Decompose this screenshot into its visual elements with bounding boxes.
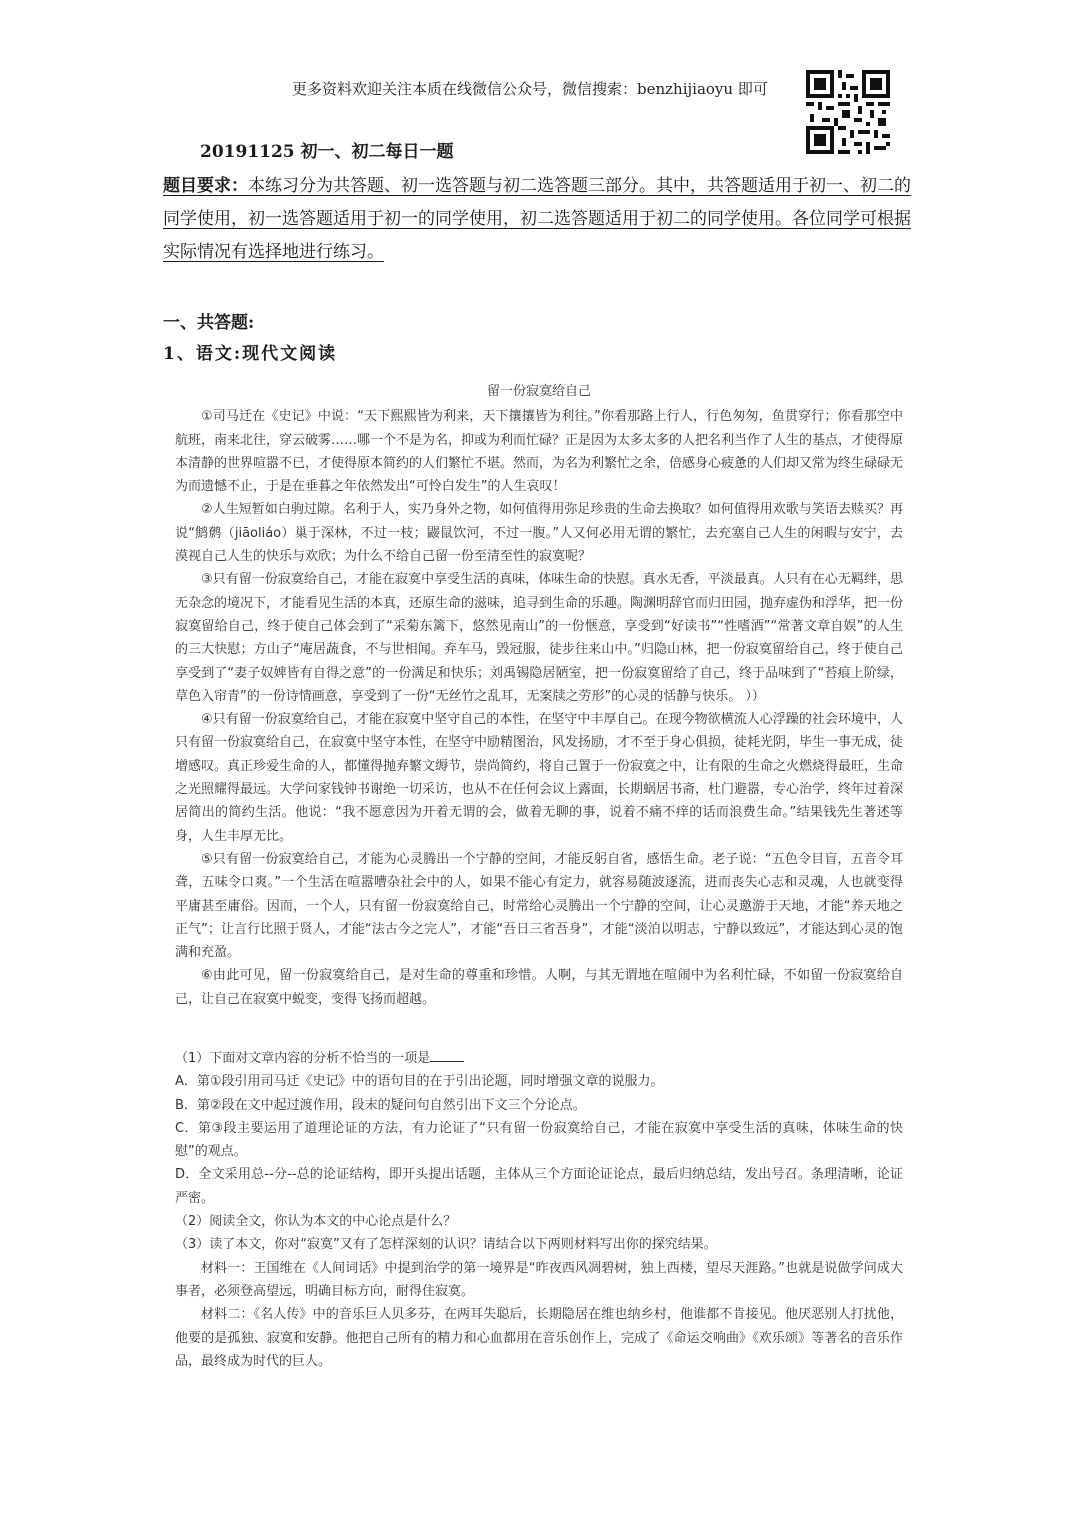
option-c: C．第③段主要运用了道理论证的方法，有力论证了“只有留一份寂寞给自己，才能在寂寞中享受生活的真味，体味生命的快慰”的观点。	[175, 1120, 903, 1160]
page-title: 20191125 初一、初二每日一题	[200, 142, 454, 162]
header-notice: 更多资料欢迎关注本质在线微信公众号，微信搜索：benzhijiaoyu 即可	[292, 80, 768, 98]
question-1-stem: （1）下面对文章内容的分析不恰当的一项是	[175, 1051, 431, 1066]
questions-block	[175, 1047, 903, 1373]
article-paragraph: ③只有留一份寂寞给自己，才能在寂寞中享受生活的真味，体味生命的快慰。真水无香，平淡最真。人只有在心无羁绊，思无杂念的境况下，才能看见生活的本真，还原生命的滋味，追寻到生命的乐趣。陶渊明辞官而归田园，抛弃虚伪和浮华，把一份寂寞留给自己，终于使自己体会到了“采菊东篱下，悠然见南山”的一份惬意，享受到“好读书”“性嗜酒”“常著文章自娱”的人生的三大快慰；方山子“庵居蔬食，不与世相闻。弃车马，毁冠服，徒步往来山中。”归隐山林，把一份寂寞留给自己，终于使自己享受到了“妻子奴婢皆有自得之意”的一份满足和快乐；刘禹锡隐居陋室，把一份寂寞留给了自己，终于品味到了“苔痕上阶绿，草色入帘青”的一份诗情画意，享受到了一份“无丝竹之乱耳，无案牍之劳形”的心灵的恬静与快乐。 ））	[175, 572, 904, 704]
article-paragraph: ⑤只有留一份寂寞给自己，才能为心灵腾出一个宁静的空间，才能反躬自省，感悟生命。老子说：“五色令目盲，五音令耳聋，五味令口爽。”一个生活在喧嚣嘈杂社会中的人，如果不能心有定力，就容易随波逐流，进而丧失心志和灵魂，人也就变得平庸甚至庸俗。因而，一个人，只有留一份寂寞给自己，时常给心灵腾出一个宁静的空间，让心灵邀游于天地，才能“养天地之正气”；让言行比照于贤人，才能“法古今之完人”，才能“吾日三省吾身”，才能“淡泊以明志，宁静以致远”，才能达到心灵的饱满和充盈。	[175, 851, 903, 961]
answer-blank	[430, 1048, 464, 1062]
material-2: 材料二：《名人传》中的音乐巨人贝多芬，在两耳失聪后，长期隐居在维也纳乡村，他谁都不肯接见。他厌恶别人打扰他，他要的是孤独、寂寞和安静。他把自己所有的精力和心血都用在音乐创作上，完成了《命运交响曲》《欢乐颂》等著名的音乐作品，最终成为时代的巨人。	[175, 1307, 903, 1369]
reading-article	[175, 380, 903, 1011]
article-title: 留一份寂寞给自己	[486, 384, 591, 399]
requirement-label: 题目要求：	[163, 176, 248, 196]
article-paragraph: ⑥由此可见，留一份寂寞给自己，是对生命的尊重和珍惜。人啊，与其无谓地在喧闹中为名利忙碌，不如留一份寂寞给自己，让自己在寂寞中蜕变，变得飞扬而超越。	[175, 968, 903, 1007]
option-d: D．全文采用总--分--总的论证结构，即开头提出话题，主体从三个方面论证论点，最后归纳总结，发出号召。条理清晰，论证严密。	[175, 1167, 903, 1206]
article-paragraph: ②人生短暂如白驹过隙。名利于人，实乃身外之物，如何值得用弥足珍贵的生命去换取？如何值得用欢歌与笑语去赎买？再说“鹪鹩（jiāoliáo）巢于深林，不过一枝；鼹鼠饮河，不过一腹。”人又何必用无谓的繁忙，去充塞自己人生的闲暇与安宁，去漠视自己人生的快乐与欢欣；为什么不给自己留一份至清至性的寂寞呢？	[175, 502, 903, 565]
question-3: （3）读了本文，你对“寂寞”又有了怎样深刻的认识？请结合以下两则材料写出你的探究结果。	[175, 1237, 717, 1253]
section-heading: 一、共答题:	[163, 313, 255, 333]
subsection-heading: 1、语文:现代文阅读	[163, 344, 338, 364]
question-2: （2）阅读全文，你认为本文的中心论点是什么？	[175, 1214, 457, 1230]
article-paragraph: ①司马迁在《史记》中说：“天下熙熙皆为利来，天下攘攘皆为利往。”你看那路上行人，行色匆匆，鱼贯穿行；你看那空中航班，南来北往，穿云破雾……哪一个不是为名，抑或为利而忙碌？正是因为太多太多的人把名利当作了人生的基点，才使得原本清静的世界喧嚣不已，才使得原本简约的人们繁忙不堪。然而，为名为利繁忙之余，倍感身心疲惫的人们却又常为终生碌碌无为而遗憾不止，于是在垂暮之年依然发出“可怜白发生”的人生哀叹！	[175, 409, 904, 495]
requirement-text: 本练习分为共答题、初一选答题与初二选答题三部分。其中，共答题适用于初一、初二的同学使用，初一选答题适用于初一的同学使用，初二选答题适用于初二的同学使用。各位同学可根据实际情况有选择地进行练习。	[163, 176, 911, 262]
requirement-block	[163, 170, 923, 269]
qr-code-icon	[806, 70, 890, 154]
question-1	[175, 1047, 903, 1070]
option-a: A．第①段引用司马迁《史记》中的语句目的在于引出论题，同时增强文章的说服力。	[175, 1074, 664, 1090]
material-1: 材料一：王国维在《人间词话》中提到治学的第一境界是“昨夜西风凋碧树，独上西楼，望尽天涯路。”也就是说做学问成大事者，必须登高望远，明确目标方向，耐得住寂寞。	[175, 1260, 903, 1299]
article-paragraph: ④只有留一份寂寞给自己，才能在寂寞中坚守自己的本性，在坚守中丰厚自己。在现今物欲横流人心浮躁的社会环境中，人只有留一份寂寞给自己，在寂寞中坚守本性，在坚守中励精图治，风发扬励，才不至于身心俱损，徒耗光阴，毕生一事无成，徒增感叹。真正珍爱生命的人，都懂得抛弃繁文缛节，崇尚简约，将自己置于一份寂寞之中，让有限的生命之火燃烧得最旺，生命之光照耀得最远。大学问家钱钟书谢绝一切采访，也从不在任何会议上露面，长期蜗居书斋，杜门避嚣，专心治学，终年过着深居简出的简约生活。他说：“我不愿意因为开着无谓的会，做着无聊的事，说着不痛不痒的话而浪费生命。”结果钱先生著述等身，人生丰厚无比。	[175, 712, 904, 844]
option-b: B．第②段在文中起过渡作用，段末的疑问句自然引出下文三个分论点。	[175, 1097, 586, 1113]
